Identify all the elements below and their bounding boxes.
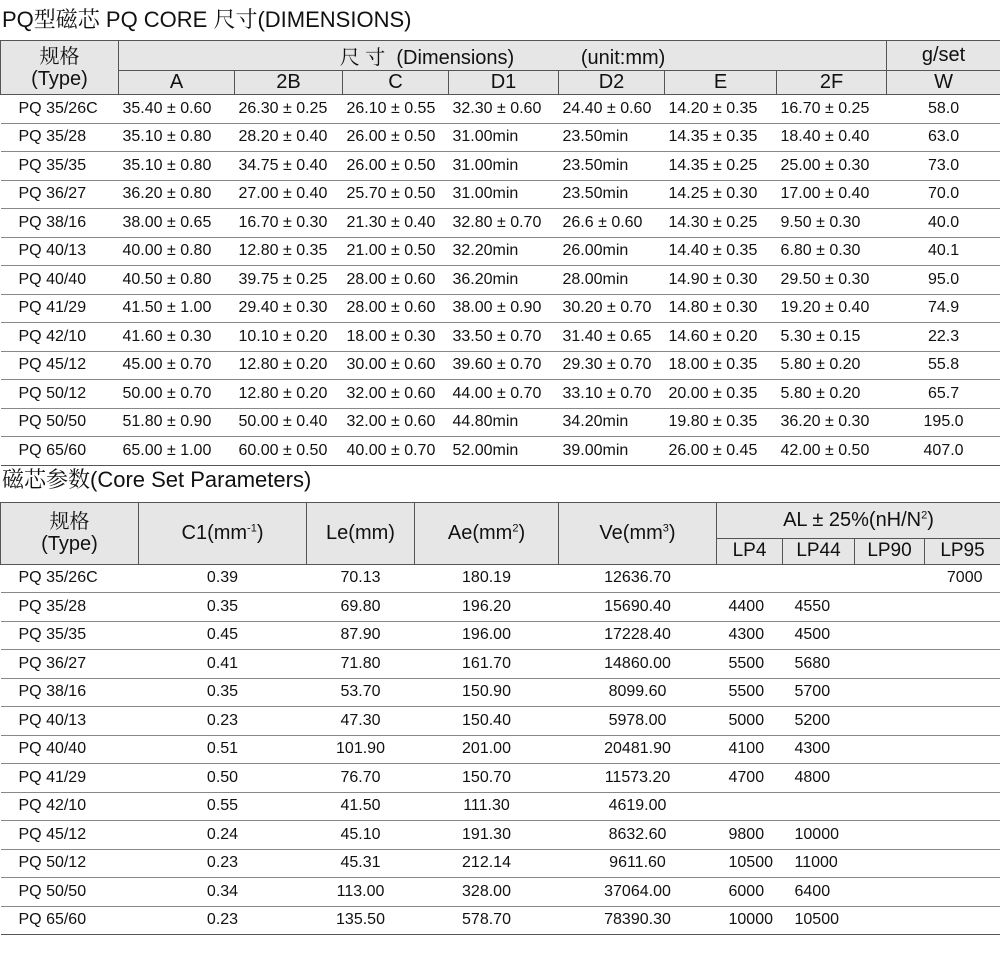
table-row	[1, 906, 1000, 935]
dim-cell-w: 74.9	[887, 294, 1000, 323]
dimensions-title: PQ型磁芯 PQ CORE 尺寸(DIMENSIONS)	[2, 7, 412, 32]
table-row	[1, 380, 1000, 409]
dim-cell-type: PQ 50/50	[1, 408, 119, 437]
dim-cell-a: 40.00 ± 0.80	[119, 237, 235, 266]
param-cell-ae: 201.00	[415, 735, 559, 764]
param-cell-lp44: 4800	[783, 764, 855, 793]
dim-cell-e: 14.90 ± 0.30	[665, 266, 777, 295]
dim-cell-d1: 39.60 ± 0.70	[449, 351, 559, 380]
lp95-header: LP95	[925, 538, 1000, 564]
dimensions-table	[0, 40, 1000, 466]
table-row	[1, 878, 1000, 907]
param-cell-lp95	[925, 849, 1000, 878]
dim-cell-a: 65.00 ± 1.00	[119, 437, 235, 466]
dim-cell-2b: 29.40 ± 0.30	[235, 294, 343, 323]
dim-cell-d2: 30.20 ± 0.70	[559, 294, 665, 323]
param-cell-type: PQ 38/16	[1, 678, 139, 707]
dim-cell-2f: 42.00 ± 0.50	[777, 437, 887, 466]
dim-cell-2f: 36.20 ± 0.30	[777, 408, 887, 437]
param-cell-lp44: 4550	[783, 593, 855, 622]
dim-cell-2b: 60.00 ± 0.50	[235, 437, 343, 466]
param-cell-le: 41.50	[307, 792, 415, 821]
dim-cell-type: PQ 65/60	[1, 437, 119, 466]
dim-cell-2b: 12.80 ± 0.20	[235, 351, 343, 380]
dim-cell-c: 21.00 ± 0.50	[343, 237, 449, 266]
dim-cell-d2: 23.50min	[559, 180, 665, 209]
param-cell-lp44: 4300	[783, 735, 855, 764]
param-cell-ae: 180.19	[415, 564, 559, 593]
param-cell-ae: 328.00	[415, 878, 559, 907]
table-row	[1, 437, 1000, 466]
type-header: 规格 (Type)	[1, 41, 119, 95]
param-cell-lp90	[855, 906, 925, 935]
dim-cell-e: 26.00 ± 0.45	[665, 437, 777, 466]
dim-cell-a: 35.10 ± 0.80	[119, 123, 235, 152]
lp4-header: LP4	[717, 538, 783, 564]
lp44-header: LP44	[783, 538, 855, 564]
param-cell-ae: 212.14	[415, 849, 559, 878]
dim-cell-2f: 18.40 ± 0.40	[777, 123, 887, 152]
param-cell-lp4: 5500	[717, 650, 783, 679]
dim-cell-2b: 39.75 ± 0.25	[235, 266, 343, 295]
dimensions-header: 尺 寸 (Dimensions) (unit:mm)	[119, 41, 887, 71]
param-cell-lp90	[855, 735, 925, 764]
dim-cell-d1: 44.00 ± 0.70	[449, 380, 559, 409]
dim-cell-d2: 34.20min	[559, 408, 665, 437]
weight-unit-header: g/set	[887, 41, 1000, 71]
dim-cell-e: 14.25 ± 0.30	[665, 180, 777, 209]
param-cell-ve: 12636.70	[559, 564, 717, 593]
param-cell-lp4: 4100	[717, 735, 783, 764]
param-cell-lp44: 4500	[783, 621, 855, 650]
dim-cell-2b: 12.80 ± 0.20	[235, 380, 343, 409]
param-cell-lp4: 9800	[717, 821, 783, 850]
param-cell-ve: 14860.00	[559, 650, 717, 679]
param-cell-le: 87.90	[307, 621, 415, 650]
param-cell-type: PQ 42/10	[1, 792, 139, 821]
param-cell-lp95	[925, 878, 1000, 907]
col-header-2f: 2F	[777, 71, 887, 95]
param-cell-lp90	[855, 821, 925, 850]
col-header-e: E	[665, 71, 777, 95]
table-row	[1, 593, 1000, 622]
dim-cell-a: 51.80 ± 0.90	[119, 408, 235, 437]
dim-cell-2f: 19.20 ± 0.40	[777, 294, 887, 323]
param-cell-c1: 0.41	[139, 650, 307, 679]
dim-cell-2f: 29.50 ± 0.30	[777, 266, 887, 295]
param-cell-ve: 11573.20	[559, 764, 717, 793]
dim-cell-e: 14.60 ± 0.20	[665, 323, 777, 352]
dim-cell-e: 19.80 ± 0.35	[665, 408, 777, 437]
param-cell-lp44: 5680	[783, 650, 855, 679]
param-cell-c1: 0.23	[139, 906, 307, 935]
dim-cell-c: 28.00 ± 0.60	[343, 266, 449, 295]
param-cell-ve: 8099.60	[559, 678, 717, 707]
param-cell-c1: 0.51	[139, 735, 307, 764]
dim-cell-w: 195.0	[887, 408, 1000, 437]
parameters-table	[0, 502, 1000, 936]
dim-cell-c: 26.10 ± 0.55	[343, 95, 449, 124]
dim-cell-d2: 31.40 ± 0.65	[559, 323, 665, 352]
dim-cell-2b: 16.70 ± 0.30	[235, 209, 343, 238]
dim-cell-a: 40.50 ± 0.80	[119, 266, 235, 295]
param-cell-le: 45.31	[307, 849, 415, 878]
param-cell-ve: 9611.60	[559, 849, 717, 878]
dim-cell-w: 70.0	[887, 180, 1000, 209]
param-cell-lp44: 5200	[783, 707, 855, 736]
col-header-w: W	[887, 71, 1000, 95]
dim-cell-2f: 25.00 ± 0.30	[777, 152, 887, 181]
dim-cell-d1: 44.80min	[449, 408, 559, 437]
dim-cell-a: 50.00 ± 0.70	[119, 380, 235, 409]
dim-cell-2f: 5.80 ± 0.20	[777, 351, 887, 380]
table-row	[1, 123, 1000, 152]
param-cell-lp4: 4700	[717, 764, 783, 793]
dim-cell-2f: 9.50 ± 0.30	[777, 209, 887, 238]
param-cell-lp90	[855, 764, 925, 793]
param-cell-le: 70.13	[307, 564, 415, 593]
param-cell-ve: 17228.40	[559, 621, 717, 650]
dim-cell-d2: 23.50min	[559, 152, 665, 181]
param-cell-ve: 4619.00	[559, 792, 717, 821]
dim-cell-w: 73.0	[887, 152, 1000, 181]
param-cell-type: PQ 45/12	[1, 821, 139, 850]
dim-cell-c: 28.00 ± 0.60	[343, 294, 449, 323]
param-cell-c1: 0.50	[139, 764, 307, 793]
param-cell-c1: 0.23	[139, 707, 307, 736]
dim-cell-2f: 5.80 ± 0.20	[777, 380, 887, 409]
param-cell-ve: 20481.90	[559, 735, 717, 764]
param-cell-c1: 0.39	[139, 564, 307, 593]
param-cell-lp4	[717, 564, 783, 593]
param-cell-lp90	[855, 621, 925, 650]
dim-cell-type: PQ 50/12	[1, 380, 119, 409]
param-cell-lp44: 10500	[783, 906, 855, 935]
table-row	[1, 351, 1000, 380]
dim-cell-a: 35.40 ± 0.60	[119, 95, 235, 124]
table-row	[1, 650, 1000, 679]
col-header-d1: D1	[449, 71, 559, 95]
param-cell-lp90	[855, 650, 925, 679]
param-cell-c1: 0.35	[139, 678, 307, 707]
param-cell-ae: 161.70	[415, 650, 559, 679]
param-cell-le: 69.80	[307, 593, 415, 622]
dim-cell-type: PQ 40/40	[1, 266, 119, 295]
dim-cell-2b: 34.75 ± 0.40	[235, 152, 343, 181]
param-cell-lp95	[925, 621, 1000, 650]
table-row	[1, 408, 1000, 437]
c1-header: $C1(mm^{-1})$	[139, 502, 307, 564]
param-cell-lp44: 5700	[783, 678, 855, 707]
param-cell-lp4	[717, 792, 783, 821]
dim-cell-type: PQ 36/27	[1, 180, 119, 209]
param-cell-lp95	[925, 764, 1000, 793]
param-cell-le: 47.30	[307, 707, 415, 736]
param-cell-lp4: 10000	[717, 906, 783, 935]
param-cell-lp95	[925, 735, 1000, 764]
ve-header: $Ve(mm^3)$	[559, 502, 717, 564]
param-cell-le: 113.00	[307, 878, 415, 907]
dim-cell-d1: 36.20min	[449, 266, 559, 295]
dim-cell-type: PQ 45/12	[1, 351, 119, 380]
param-cell-lp90	[855, 564, 925, 593]
ae-header: $Ae(mm^2)$	[415, 502, 559, 564]
dim-cell-e: 14.35 ± 0.25	[665, 152, 777, 181]
dim-cell-d2: 33.10 ± 0.70	[559, 380, 665, 409]
dim-cell-d2: 39.00min	[559, 437, 665, 466]
dim-cell-d1: 38.00 ± 0.90	[449, 294, 559, 323]
param-cell-ve: 8632.60	[559, 821, 717, 850]
dim-cell-type: PQ 35/35	[1, 152, 119, 181]
dim-cell-2b: 26.30 ± 0.25	[235, 95, 343, 124]
param-cell-lp90	[855, 878, 925, 907]
param-cell-lp95	[925, 792, 1000, 821]
table-row	[1, 323, 1000, 352]
param-cell-c1: 0.45	[139, 621, 307, 650]
dim-cell-w: 95.0	[887, 266, 1000, 295]
param-cell-lp95	[925, 707, 1000, 736]
param-cell-c1: 0.34	[139, 878, 307, 907]
param-cell-le: 45.10	[307, 821, 415, 850]
dim-cell-c: 32.00 ± 0.60	[343, 408, 449, 437]
col-header-a: A	[119, 71, 235, 95]
table-row	[1, 735, 1000, 764]
param-cell-lp90	[855, 792, 925, 821]
dim-cell-w: 407.0	[887, 437, 1000, 466]
dim-cell-type: PQ 41/29	[1, 294, 119, 323]
dim-cell-a: 45.00 ± 0.70	[119, 351, 235, 380]
table-row	[1, 180, 1000, 209]
table-row	[1, 152, 1000, 181]
dim-cell-c: 26.00 ± 0.50	[343, 123, 449, 152]
dim-cell-c: 21.30 ± 0.40	[343, 209, 449, 238]
dim-cell-d2: 23.50min	[559, 123, 665, 152]
table-row	[1, 564, 1000, 593]
dim-cell-2b: 28.20 ± 0.40	[235, 123, 343, 152]
dim-cell-a: 41.50 ± 1.00	[119, 294, 235, 323]
dim-cell-a: 35.10 ± 0.80	[119, 152, 235, 181]
param-cell-ve: 78390.30	[559, 906, 717, 935]
param-cell-type: PQ 65/60	[1, 906, 139, 935]
param-cell-type: PQ 36/27	[1, 650, 139, 679]
dim-cell-type: PQ 40/13	[1, 237, 119, 266]
param-cell-lp44: 11000	[783, 849, 855, 878]
dim-cell-d2: 26.6 ± 0.60	[559, 209, 665, 238]
dim-cell-d1: 31.00min	[449, 123, 559, 152]
dim-cell-e: 14.40 ± 0.35	[665, 237, 777, 266]
dim-cell-c: 30.00 ± 0.60	[343, 351, 449, 380]
al-header: AL ± $25\%(nH/N^2)$	[717, 502, 1000, 538]
table-row	[1, 237, 1000, 266]
param-cell-lp95	[925, 678, 1000, 707]
dim-cell-c: 32.00 ± 0.60	[343, 380, 449, 409]
dim-cell-type: PQ 42/10	[1, 323, 119, 352]
dim-cell-e: 14.20 ± 0.35	[665, 95, 777, 124]
param-cell-type: PQ 50/12	[1, 849, 139, 878]
dim-cell-d2: 26.00min	[559, 237, 665, 266]
dim-cell-c: 25.70 ± 0.50	[343, 180, 449, 209]
param-cell-lp44: 10000	[783, 821, 855, 850]
dim-cell-c: 40.00 ± 0.70	[343, 437, 449, 466]
table-row	[1, 266, 1000, 295]
table-row	[1, 95, 1000, 124]
param-cell-le: 76.70	[307, 764, 415, 793]
dim-cell-d2: 29.30 ± 0.70	[559, 351, 665, 380]
col-header-d2: D2	[559, 71, 665, 95]
param-cell-lp90	[855, 678, 925, 707]
param-cell-le: 101.90	[307, 735, 415, 764]
dim-cell-2f: 6.80 ± 0.30	[777, 237, 887, 266]
param-cell-lp95	[925, 821, 1000, 850]
param-cell-ae: 150.70	[415, 764, 559, 793]
dim-cell-w: 58.0	[887, 95, 1000, 124]
dim-cell-d1: 32.20min	[449, 237, 559, 266]
dim-cell-2f: 17.00 ± 0.40	[777, 180, 887, 209]
param-cell-lp95	[925, 593, 1000, 622]
param-cell-ae: 150.40	[415, 707, 559, 736]
dim-cell-2f: 16.70 ± 0.25	[777, 95, 887, 124]
param-cell-lp44	[783, 792, 855, 821]
param-cell-ae: 111.30	[415, 792, 559, 821]
param-type-header: 规格 (Type)	[1, 502, 139, 564]
dim-cell-c: 18.00 ± 0.30	[343, 323, 449, 352]
param-cell-le: 71.80	[307, 650, 415, 679]
table-row	[1, 792, 1000, 821]
param-cell-ae: 196.00	[415, 621, 559, 650]
param-cell-le: 53.70	[307, 678, 415, 707]
dim-cell-a: 38.00 ± 0.65	[119, 209, 235, 238]
dim-cell-w: 22.3	[887, 323, 1000, 352]
table-row	[1, 821, 1000, 850]
parameters-title: 磁芯参数(Core Set Parameters)	[2, 466, 312, 492]
dim-cell-2b: 50.00 ± 0.40	[235, 408, 343, 437]
table-row	[1, 707, 1000, 736]
param-cell-c1: 0.35	[139, 593, 307, 622]
table-row	[1, 678, 1000, 707]
table-row	[1, 621, 1000, 650]
param-cell-c1: 0.55	[139, 792, 307, 821]
param-cell-lp4: 6000	[717, 878, 783, 907]
param-cell-ae: 150.90	[415, 678, 559, 707]
param-cell-lp90	[855, 849, 925, 878]
param-cell-type: PQ 41/29	[1, 764, 139, 793]
param-cell-type: PQ 35/35	[1, 621, 139, 650]
dim-cell-e: 18.00 ± 0.35	[665, 351, 777, 380]
le-header: Le(mm)	[307, 502, 415, 564]
param-cell-lp4: 4300	[717, 621, 783, 650]
dim-cell-2b: 12.80 ± 0.35	[235, 237, 343, 266]
dim-cell-w: 65.7	[887, 380, 1000, 409]
lp90-header: LP90	[855, 538, 925, 564]
dim-cell-w: 40.0	[887, 209, 1000, 238]
param-cell-lp4: 5500	[717, 678, 783, 707]
col-header-c: C	[343, 71, 449, 95]
dim-cell-d1: 52.00min	[449, 437, 559, 466]
param-cell-type: PQ 50/50	[1, 878, 139, 907]
dim-cell-c: 26.00 ± 0.50	[343, 152, 449, 181]
param-cell-type: PQ 40/13	[1, 707, 139, 736]
dim-cell-d1: 32.80 ± 0.70	[449, 209, 559, 238]
param-cell-c1: 0.24	[139, 821, 307, 850]
dim-cell-d1: 31.00min	[449, 152, 559, 181]
dim-cell-e: 14.30 ± 0.25	[665, 209, 777, 238]
table-row	[1, 764, 1000, 793]
dim-cell-type: PQ 35/28	[1, 123, 119, 152]
dim-cell-a: 36.20 ± 0.80	[119, 180, 235, 209]
param-cell-lp90	[855, 707, 925, 736]
dim-cell-2f: 5.30 ± 0.15	[777, 323, 887, 352]
param-cell-ae: 196.20	[415, 593, 559, 622]
param-cell-c1: 0.23	[139, 849, 307, 878]
dim-cell-e: 20.00 ± 0.35	[665, 380, 777, 409]
dim-cell-type: PQ 35/26C	[1, 95, 119, 124]
col-header-2b: 2B	[235, 71, 343, 95]
param-cell-ae: 191.30	[415, 821, 559, 850]
dim-cell-d2: 24.40 ± 0.60	[559, 95, 665, 124]
dim-cell-d2: 28.00min	[559, 266, 665, 295]
param-cell-lp90	[855, 593, 925, 622]
dim-cell-d1: 33.50 ± 0.70	[449, 323, 559, 352]
param-cell-lp44: 6400	[783, 878, 855, 907]
dim-cell-type: PQ 38/16	[1, 209, 119, 238]
param-cell-type: PQ 35/28	[1, 593, 139, 622]
param-cell-lp44	[783, 564, 855, 593]
param-cell-lp4: 10500	[717, 849, 783, 878]
param-cell-ve: 5978.00	[559, 707, 717, 736]
param-cell-lp95	[925, 650, 1000, 679]
param-cell-ve: 37064.00	[559, 878, 717, 907]
dim-cell-2b: 27.00 ± 0.40	[235, 180, 343, 209]
param-cell-ae: 578.70	[415, 906, 559, 935]
param-cell-type: PQ 35/26C	[1, 564, 139, 593]
dim-cell-a: 41.60 ± 0.30	[119, 323, 235, 352]
dim-cell-w: 55.8	[887, 351, 1000, 380]
table-row	[1, 209, 1000, 238]
dim-cell-w: 63.0	[887, 123, 1000, 152]
dim-cell-w: 40.1	[887, 237, 1000, 266]
param-cell-lp4: 5000	[717, 707, 783, 736]
dim-cell-2b: 10.10 ± 0.20	[235, 323, 343, 352]
dim-cell-d1: 32.30 ± 0.60	[449, 95, 559, 124]
param-cell-lp95: 7000	[925, 564, 1000, 593]
dim-cell-e: 14.35 ± 0.35	[665, 123, 777, 152]
param-cell-lp4: 4400	[717, 593, 783, 622]
param-cell-lp95	[925, 906, 1000, 935]
table-row	[1, 849, 1000, 878]
param-cell-ve: 15690.40	[559, 593, 717, 622]
param-cell-le: 135.50	[307, 906, 415, 935]
param-cell-type: PQ 40/40	[1, 735, 139, 764]
table-row	[1, 294, 1000, 323]
dim-cell-e: 14.80 ± 0.30	[665, 294, 777, 323]
dim-cell-d1: 31.00min	[449, 180, 559, 209]
